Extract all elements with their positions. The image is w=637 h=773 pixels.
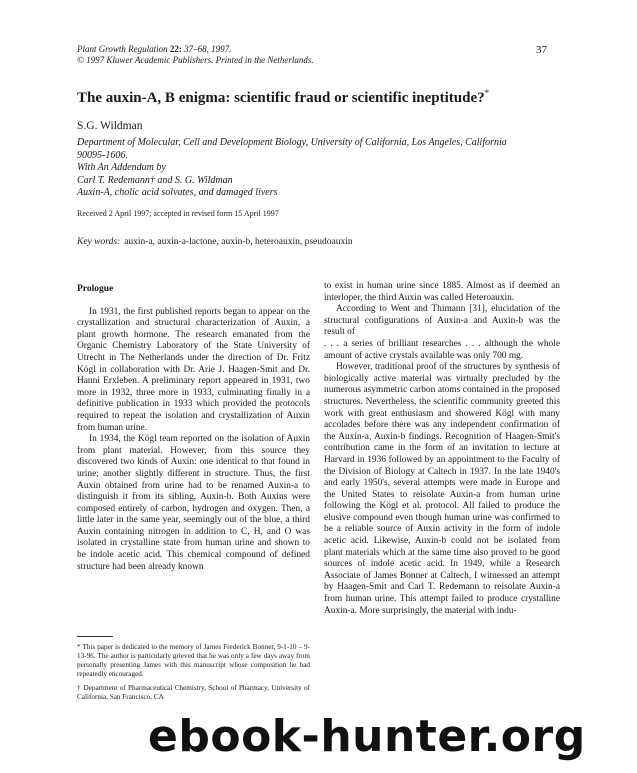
affiliation-block [77,137,557,200]
running-header [77,44,314,66]
keywords [77,237,353,247]
received-dates: Received 2 April 1997; accepted in revised form 15 April 1997 [77,209,279,218]
affiliation-line: Department of Molecular, Cell and Development Biology, University of California, Los Angeles, California [77,137,507,148]
left-column [77,284,310,573]
footnote-dedication: * This paper is dedicated to the memory of James Frederick Bonner, 9-1-10 – 9-13-96. The author is particularly grieved that he was only a few days away from personally presenting James with this manuscript whose composition he had repeatedly encouraged. [77,643,310,678]
journal-name: Plant Growth Regulation [77,44,168,54]
footnote-affiliation: † Department of Pharmaceutical Chemistry, School of Pharmacy, University of California, San Francisco, CA [77,684,310,701]
section-heading: Prologue [77,284,114,294]
block-quote: . . . a series of brilliant researches . . . although the whole amount of active crystals available was only 700 mg. [324,338,560,361]
footnote-rule [77,636,113,637]
affiliation-line: With An Addendum by [77,162,166,173]
author-name: S.G. Wildman [77,120,143,132]
keywords-list: auxin-a, auxin-a-lactone, auxin-b, heteroauxin, pseudoauxin [124,237,353,247]
journal-volume: 22: [169,44,182,54]
keywords-label: Key words: [77,237,121,247]
paragraph: to exist in human urine since 1885. Almost as if deemed an interloper, the third Auxin was called Heteroauxin. [324,281,560,303]
paragraph: However, traditional proof of the structures by synthesis of biologically active material was virtually precluded by the numerous asymmetric carbon atoms contained in the proposed structures. Nevertheless, the scientific community greeted this work with great enthusiasm and showered Kögl with many accolades before there was any independent confirmation of the Auxin-a, Auxin-b findings. Recognition of Haagen-Smit's contribution came in the form of an invitation to lecture at Harvard in 1936 followed by an appointment to the Faculty of the Division of Biology at Caltech in 1937. In the late 1940's and early 1950's, several attempts were made in Europe and the United States to reisolate Auxin-a from human urine following the Kögl et al. protocol. All failed to produce the elusive compound even though human urine was confirmed to be a reliable source of Auxin activity in the form of indole acetic acid. Likewise, Auxin-b could not be isolated from plant materials which at the same time also proved to be good sources of indole acetic acid. In 1949, while a Research Associate of James Bonner at Caltech, I witnessed an attempt by Haagen-Smit and Carl T. Redemann to reisolate Auxin-a from human urine. This attempt failed to produce crystalline Auxin-a. More surprisingly, the material with indu- [324,362,560,616]
affiliation-line: 90095-1606. [77,149,128,161]
page-number: 37 [536,44,547,56]
paragraph: In 1934, the Kögl team reported on the isolation of Auxin from plant material. However, from this source they discovered two kinds of Auxin: one identical to that found in urine; another slightly different in structure. Thus, the first Auxin obtained from urine had to be renamed Auxin-a to distinguish it from its sibling, Auxin-b. Both Auxins were composed entirely of carbon, hydrogen and oxygen. Then, a little later in the same year, seemingly out of the blue, a third Auxin containing nitrogen in addition to C, H, and O was isolated in crystalline state from human urine and shown to be indole acetic acid. This chemical compound of defined structure had been already known [77,434,310,572]
copyright-line: © 1997 Kluwer Academic Publishers. Printed in the Netherlands. [77,55,314,65]
journal-pages: 37–68, 1997. [181,44,232,54]
paragraph: In 1931, the first published reports began to appear on the crystallization and structural characterization of Auxin, a plant growth hormone. The research emanated from the Organic Chemistry Laboratory of the State University of Utrecht in The Netherlands under the direction of Dr. Fritz Kögl in collaboration with Dr. Arie J. Haagen-Smit and Dr. Hanni Erxleben. A preliminary report appeared in 1931, two more in 1932, three more in 1933, culminating finally in a definitive publication in 1933 which provided the protocols required to repeat the isolation and crystallization of Auxin from human urine. [77,306,310,433]
affiliation-line: Auxin-A, cholic acid solvates, and damaged livers [77,187,278,198]
article-title-text: The auxin-A, B enigma: scientific fraud or scientific ineptitude? [77,90,485,106]
paragraph: According to Went and Thimann [31], elucidation of the structural configurations of Auxin-a and Auxin-b was the result of [324,304,560,338]
watermark: ebook-hunter.org [148,708,637,773]
affiliation-line: Carl T. Redemann† and S. G. Wildman [77,174,233,186]
title-footnote-mark: * [484,88,490,98]
article-title [77,88,489,107]
right-column [324,281,560,617]
